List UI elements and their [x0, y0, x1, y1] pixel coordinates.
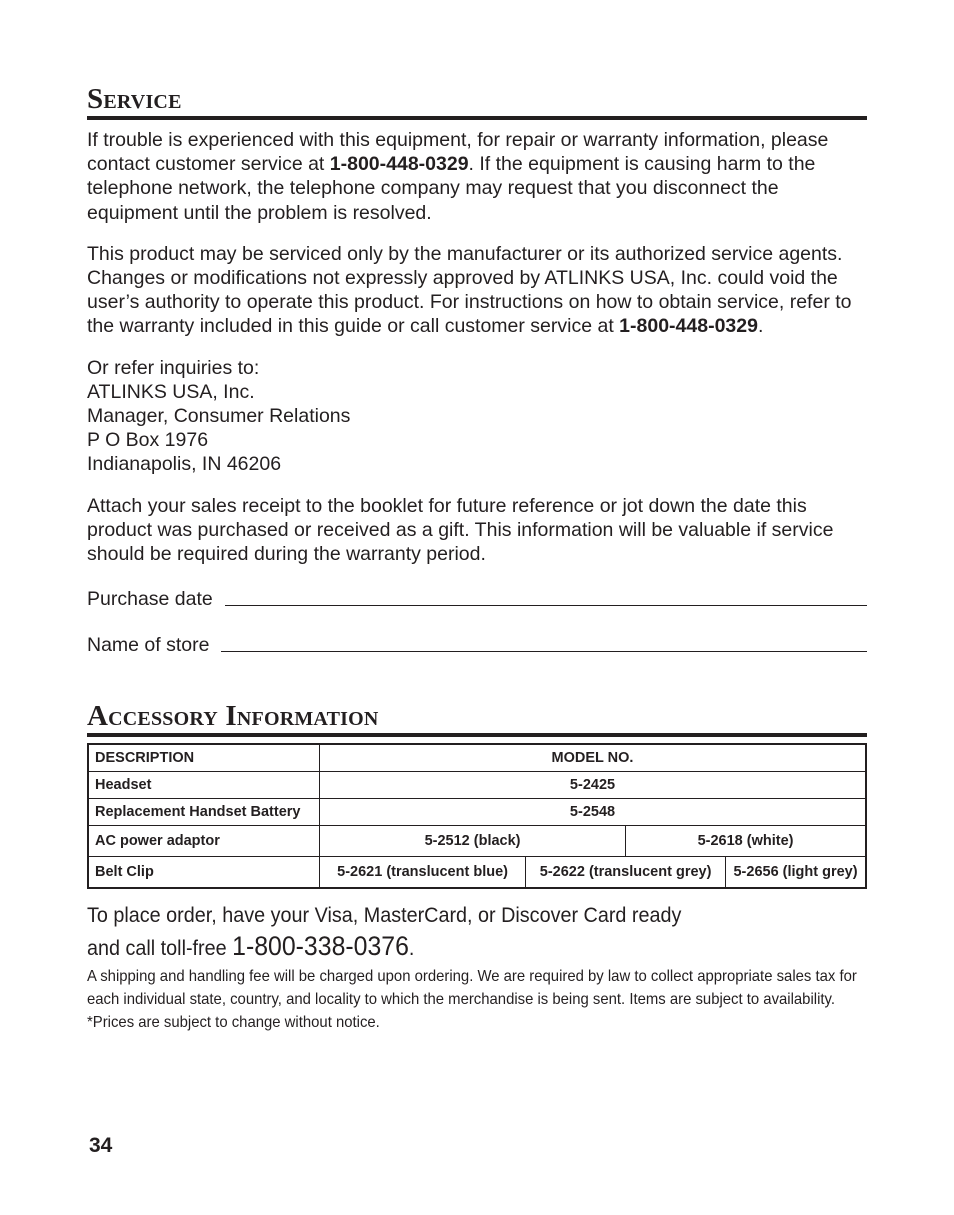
store-name-field[interactable]: [87, 633, 867, 657]
model-cell: 5-2656 (light grey): [726, 857, 866, 889]
table-row: [88, 772, 866, 799]
model-cell: 5-2548: [320, 799, 867, 826]
model-cell: 5-2622 (translucent grey): [526, 857, 726, 889]
service-p1-text: If trouble is experienced with this equipment, for repair or warranty information, please contact customer service at: [87, 129, 829, 176]
address-intro: Or refer inquiries to:: [87, 356, 260, 379]
accessory-heading: Accessory Information: [87, 701, 867, 737]
address-po-box: P O Box 1976: [87, 429, 209, 452]
model-cell: 5-2621 (translucent blue): [320, 857, 526, 889]
order-line-2-suffix: .: [408, 936, 415, 961]
model-cell: 5-2618 (white): [626, 826, 866, 857]
service-p2-text-end: .: [757, 315, 764, 338]
page-number: 34: [89, 1134, 113, 1157]
model-header: MODEL NO.: [320, 744, 867, 772]
order-line-1: To place order, have your Visa, MasterCard, or Discover Card ready: [87, 903, 682, 928]
row-label: Belt Clip: [88, 857, 320, 889]
mailing-address: [87, 356, 867, 477]
model-cell: 5-2512 (black): [320, 826, 626, 857]
order-instructions: [87, 900, 805, 964]
table-row: [88, 826, 866, 857]
table-header-row: [88, 744, 866, 772]
row-label: Headset: [88, 772, 320, 799]
row-label: AC power adaptor: [88, 826, 320, 857]
description-header: DESCRIPTION: [88, 744, 320, 772]
purchase-date-blank[interactable]: [225, 605, 867, 606]
service-paragraph-1: [87, 128, 867, 225]
order-fine-print: A shipping and handling fee will be charged upon ordering. We are required by law to collect appropriate sales tax for each individual state, country, and locality to which the merchandise is being sent. Items are subject to availability. *Prices are subject to change without notice.: [87, 968, 857, 1031]
order-line-2-prefix: and call toll-free: [87, 936, 233, 961]
store-name-label: Name of store: [87, 634, 210, 657]
purchase-date-field[interactable]: [87, 587, 867, 611]
store-name-blank[interactable]: [221, 651, 867, 652]
purchase-date-label: Purchase date: [87, 588, 213, 611]
address-company: ATLINKS USA, Inc.: [87, 380, 255, 403]
receipt-paragraph: Attach your sales receipt to the booklet for future reference or jot down the date this product was purchased or received as a gift. This information will be valuable if service should be required during the warranty period.: [87, 494, 834, 566]
address-city: Indianapolis, IN 46206: [87, 453, 282, 476]
service-p2-text: This product may be serviced only by the manufacturer or its authorized service agents. Changes or modifications not expressly approved by ATLINKS USA, Inc. could void the user’s authority to operate this product. For instructions on how to obtain service, refer to the warranty included in this guide or call customer service at: [87, 242, 852, 338]
accessory-table: [87, 743, 867, 889]
service-phone-number-2: 1-800-448-0329: [619, 315, 758, 338]
address-department: Manager, Consumer Relations: [87, 405, 351, 428]
service-heading: Service: [87, 84, 867, 120]
service-phone-number: 1-800-448-0329: [329, 153, 469, 176]
service-p1-text-end: . If the equipment is causing harm to the telephone network, the telephone company may request that you disconnect the equipment until the problem is resolved.: [87, 153, 816, 224]
table-row: [88, 799, 866, 826]
service-paragraph-2: [87, 242, 867, 339]
model-cell: 5-2425: [320, 772, 867, 799]
manual-page: [87, 84, 867, 1034]
row-label: Replacement Handset Battery: [88, 799, 320, 826]
table-row: [88, 857, 866, 889]
order-phone-number: 1-800-338-0376: [232, 931, 409, 962]
